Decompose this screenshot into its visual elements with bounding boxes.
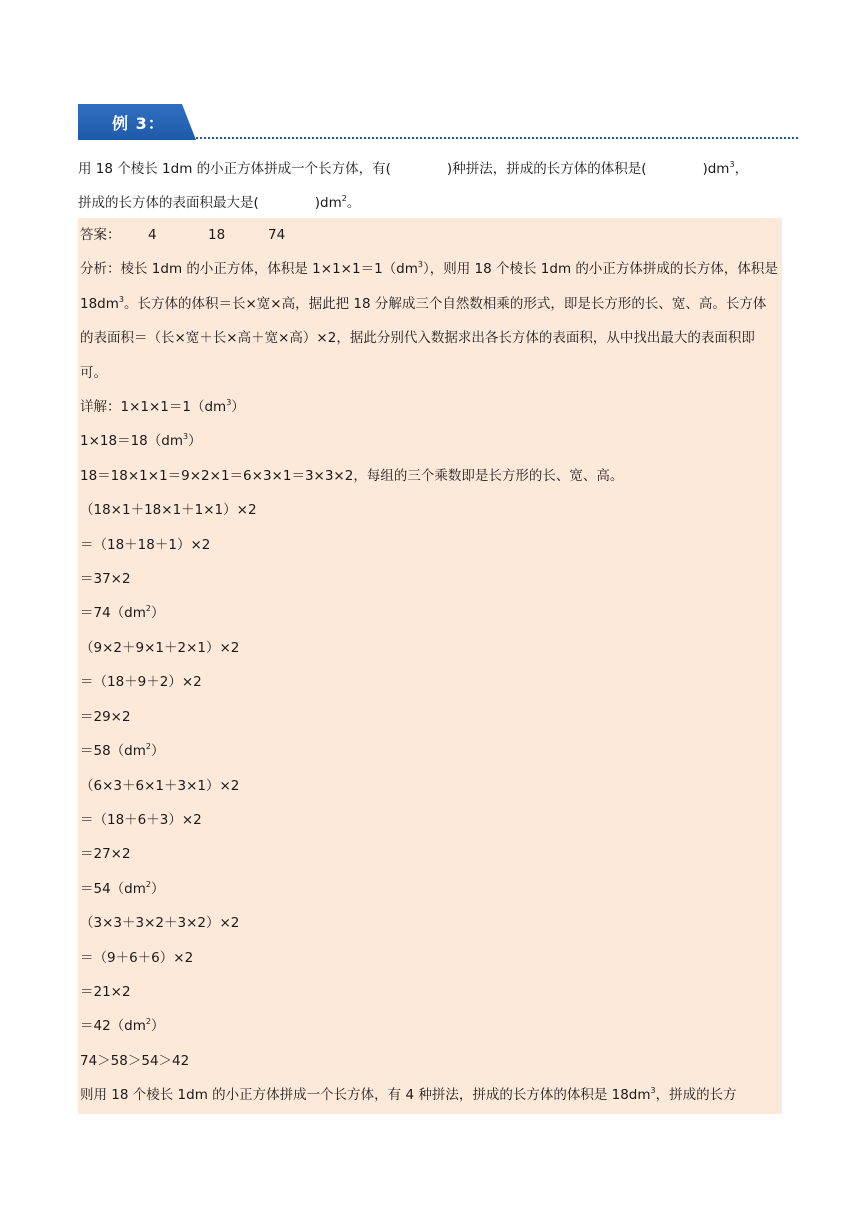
answer-section bbox=[78, 218, 782, 1114]
calc-line: （9×2＋9×1＋2×1）×2 bbox=[80, 639, 240, 656]
example-header bbox=[78, 104, 798, 140]
calc-line: ＝（18＋9＋2）×2 bbox=[80, 674, 202, 691]
calc-line: $=54(dm^2)$ bbox=[80, 879, 165, 897]
answer-line: 答案： 4 18 74 bbox=[78, 218, 782, 252]
detail-line: 18＝18×1×1＝9×2×1＝6×3×1＝3×3×2，每组的三个乘数即是长方形的长、宽、高。 bbox=[80, 467, 624, 484]
question-line-1: 用 18 个棱长 1dm 的小正方体拼成一个长方体，有( )种拼法，拼成的长方体的体积是( )$dm^3$， bbox=[78, 160, 749, 177]
calc-line: （18×1＋18×1＋1×1）×2 bbox=[80, 502, 257, 519]
answer-value-3: 74 bbox=[268, 227, 286, 243]
dotted-divider bbox=[196, 137, 798, 139]
calc-line: ＝21×2 bbox=[80, 983, 131, 1000]
example-badge-label: 例 3： bbox=[112, 114, 165, 133]
calc-line: ＝（18＋18＋1）×2 bbox=[80, 536, 211, 553]
calc-line: ＝29×2 bbox=[80, 708, 131, 725]
calc-line: （6×3＋6×1＋3×1）×2 bbox=[80, 777, 240, 794]
answer-value-2: 18 bbox=[208, 227, 226, 243]
question-text bbox=[78, 152, 784, 220]
question-line-2: 拼成的长方体的表面积最大是( )$dm^2$。 bbox=[78, 194, 361, 211]
calc-line: ＝27×2 bbox=[80, 846, 131, 863]
detail-line: 详解：$1\times 1\times 1=1(dm^3)$ bbox=[80, 398, 245, 416]
calc-line: $=42(dm^2)$ bbox=[80, 1017, 165, 1035]
calc-line: ＝37×2 bbox=[80, 571, 131, 588]
calc-line: ＝（9＋6＋6）×2 bbox=[80, 949, 194, 966]
detail-line: $1\times 18=18(dm^3)$ bbox=[80, 432, 202, 450]
answer-value-1: 4 bbox=[148, 227, 157, 243]
calc-line: $=58(dm^2)$ bbox=[80, 742, 165, 760]
calc-line: $=74(dm^2)$ bbox=[80, 604, 165, 622]
conclusion-line: 则用 18 个棱长 1dm 的小正方体拼成一个长方体，有 4 种拼法，拼成的长方体的体积是 $18dm^3$，拼成的长方 bbox=[80, 1086, 737, 1104]
calc-line: ＝（18＋6＋3）×2 bbox=[80, 811, 202, 828]
calc-line: （3×3＋3×2＋3×2）×2 bbox=[80, 915, 240, 932]
analysis-paragraph: 分析：棱长 1dm 的小正方体，体积是 $1\times 1\times 1=1(dm^3)$，则用 18 个棱长 1dm 的小正方体拼成的长方体，体积是 $18dm^3$。长方体的体积＝长×宽×高，据此把 18 分解成三个自然数相乘的形式，即是长方形的长、宽、高。长方体的表面积＝（长×宽＋长×高＋宽×高）×2，据此分别代入数据求出各长方体的表面积，从中找出最大的表面积即可。 bbox=[80, 260, 778, 381]
comparison-line: 74＞58＞54＞42 bbox=[80, 1052, 190, 1069]
